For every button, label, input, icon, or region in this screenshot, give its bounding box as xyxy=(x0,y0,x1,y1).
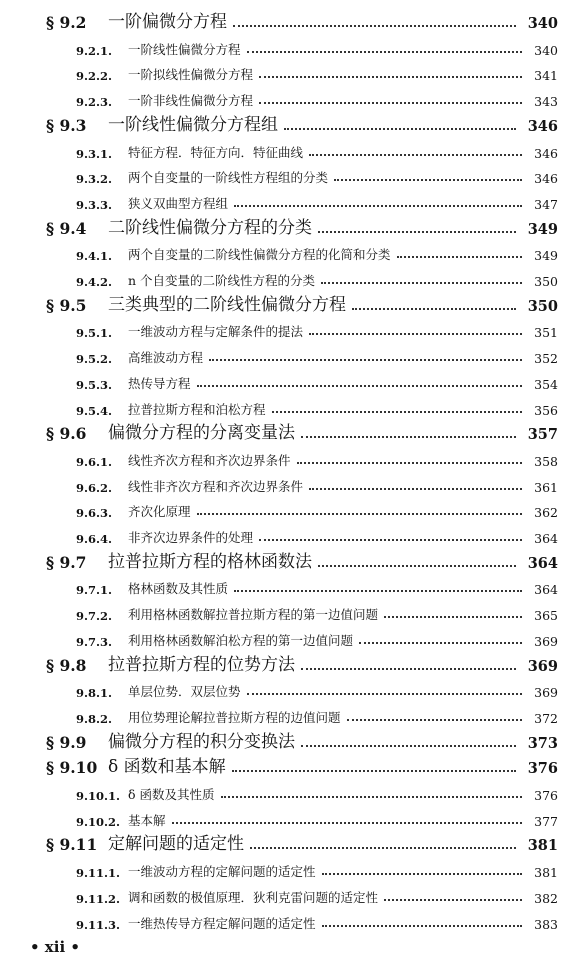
toc-entry-number: 9.10.2. xyxy=(76,814,121,829)
toc-entry-page: 381 xyxy=(527,837,558,855)
toc-entry-title: 线性齐次方程和齐次边界条件 xyxy=(128,452,291,468)
toc-entry-title: 齐次化原理 xyxy=(128,504,191,520)
dot-leader xyxy=(301,668,516,670)
toc-entry-page: 346 xyxy=(527,117,558,135)
dot-leader xyxy=(172,822,522,824)
toc-entry-page: 357 xyxy=(527,426,558,444)
toc-entry-number: 9.8.2. xyxy=(76,711,113,726)
toc-entry-title: 线性非齐次方程和齐次边界条件 xyxy=(128,478,304,494)
dot-leader xyxy=(234,590,522,592)
toc-entry-page: 369 xyxy=(527,657,558,675)
toc-entry-number: § 9.3 xyxy=(46,115,87,135)
dot-leader xyxy=(321,282,522,284)
toc-subsection[interactable] xyxy=(76,496,558,520)
toc-entry-page: 347 xyxy=(534,196,558,212)
toc-subsection[interactable] xyxy=(76,676,558,700)
toc-subsection[interactable] xyxy=(76,85,558,109)
dot-leader xyxy=(232,770,516,772)
toc-entry-title: 一阶线性偏微分方程 xyxy=(128,41,241,57)
toc-entry-page: 369 xyxy=(534,633,558,649)
toc-entry-page: 350 xyxy=(527,297,558,315)
toc-entry-number: 9.4.2. xyxy=(76,275,113,289)
toc-section[interactable] xyxy=(46,419,558,443)
toc-entry-title: 一阶线性偏微分方程组 xyxy=(108,114,278,135)
dot-leader xyxy=(309,154,522,156)
toc-entry-title: 利用格林函数解泊松方程的第一边值问题 xyxy=(128,632,354,648)
toc-entry-title: 基本解 xyxy=(128,812,166,828)
dot-leader xyxy=(397,256,522,258)
dot-leader xyxy=(334,179,522,181)
toc-subsection[interactable] xyxy=(76,471,558,495)
toc-entry-number: 9.5.2. xyxy=(76,352,113,367)
dot-leader xyxy=(233,25,516,27)
dot-leader xyxy=(318,565,516,567)
toc-entry-page: 382 xyxy=(534,890,558,906)
dot-leader xyxy=(250,847,516,849)
toc-entry-page: 383 xyxy=(534,916,558,932)
toc-entry-number: § 9.5 xyxy=(46,295,87,315)
toc-entry-title: 一维波动方程与定解条件的提法 xyxy=(128,324,304,340)
toc-entry-title: 高维波动方程 xyxy=(128,350,204,366)
toc-entry-page: 364 xyxy=(527,554,558,572)
toc-entry-number: 9.11.2. xyxy=(76,891,121,906)
toc-subsection[interactable] xyxy=(76,599,558,623)
dot-leader xyxy=(197,385,522,387)
dot-leader xyxy=(301,436,516,438)
toc-subsection[interactable] xyxy=(76,188,558,212)
toc-entry-page: 341 xyxy=(534,68,558,84)
toc-entry-page: 376 xyxy=(527,760,558,778)
toc-entry-title: 二阶线性偏微分方程的分类 xyxy=(108,217,312,238)
toc-subsection[interactable] xyxy=(76,137,558,161)
toc-entry-title: 拉普拉斯方程的格林函数法 xyxy=(108,551,312,572)
toc-subsection[interactable] xyxy=(76,702,558,726)
toc-subsection[interactable] xyxy=(76,625,558,649)
toc-entry-title: 特征方程．特征方向．特征曲线 xyxy=(128,144,304,160)
toc-entry-number: 9.11.3. xyxy=(76,917,121,932)
toc-entry-page: 343 xyxy=(534,94,558,110)
toc-section[interactable] xyxy=(46,8,558,32)
dot-leader xyxy=(297,462,522,464)
toc-entry-number: 9.3.1. xyxy=(76,146,113,161)
toc-subsection[interactable] xyxy=(76,882,558,906)
dot-leader xyxy=(259,76,522,78)
dot-leader xyxy=(309,488,522,490)
toc-entry-number: 9.6.3. xyxy=(76,506,113,521)
toc-entry-title: n 个自变量的二阶线性方程的分类 xyxy=(128,273,316,288)
toc-entry-page: 369 xyxy=(534,685,558,701)
toc-section[interactable] xyxy=(46,214,558,238)
toc-entry-number: 9.7.2. xyxy=(76,609,113,624)
toc-entry-page: 376 xyxy=(534,788,558,803)
toc-entry-number: 9.5.1. xyxy=(76,326,113,341)
dot-leader xyxy=(384,616,522,618)
dot-leader xyxy=(234,205,522,207)
toc-section[interactable] xyxy=(46,830,558,854)
toc-subsection[interactable] xyxy=(76,856,558,880)
toc-entry-number: § 9.11 xyxy=(46,835,98,855)
toc-subsection[interactable] xyxy=(76,908,558,932)
toc-subsection[interactable] xyxy=(76,573,558,597)
toc-entry-page: 349 xyxy=(534,248,558,264)
dot-leader xyxy=(259,102,522,104)
toc-section[interactable] xyxy=(46,728,558,752)
toc-entry-number: 9.10.1. xyxy=(76,789,121,803)
toc-entry-title: δ 函数及其性质 xyxy=(128,787,215,802)
toc-entry-page: 352 xyxy=(534,351,558,367)
toc-entry-title: δ 函数和基本解 xyxy=(108,757,226,778)
toc-entry-page: 346 xyxy=(534,171,558,187)
toc-subsection[interactable] xyxy=(76,368,558,392)
toc-entry-title: 定解问题的适定性 xyxy=(108,834,244,855)
toc-subsection[interactable] xyxy=(76,805,558,829)
dot-leader xyxy=(318,231,516,233)
toc-subsection[interactable] xyxy=(76,34,558,58)
toc-section[interactable] xyxy=(46,651,558,675)
toc-entry-number: 9.5.3. xyxy=(76,377,113,392)
toc-entry-page: 350 xyxy=(534,274,558,289)
dot-leader xyxy=(221,796,523,798)
toc-entry-page: 349 xyxy=(527,220,558,238)
dot-leader xyxy=(309,333,522,335)
toc-entry-number: 9.7.3. xyxy=(76,634,113,649)
toc-subsection[interactable] xyxy=(76,779,558,803)
toc-entry-number: § 9.6 xyxy=(46,424,87,444)
toc-subsection[interactable] xyxy=(76,316,558,340)
dot-leader xyxy=(272,411,522,413)
toc-entry-number: 9.6.2. xyxy=(76,480,113,495)
toc-entry-title: 一阶非线性偏微分方程 xyxy=(128,93,254,109)
toc-entry-page: 365 xyxy=(534,608,558,624)
dot-leader xyxy=(384,899,522,901)
toc-subsection[interactable] xyxy=(76,445,558,469)
toc-entry-number: 9.6.1. xyxy=(76,454,113,469)
toc-entry-title: 拉普拉斯方程的位势方法 xyxy=(108,654,295,675)
toc-subsection[interactable] xyxy=(76,342,558,366)
dot-leader xyxy=(322,873,522,875)
toc-subsection[interactable] xyxy=(76,59,558,83)
toc-entry-title: 偏微分方程的分离变量法 xyxy=(108,423,295,444)
toc-entry-number: 9.2.3. xyxy=(76,95,113,110)
toc-entry-title: 三类典型的二阶线性偏微分方程 xyxy=(108,294,346,315)
toc-entry-page: 361 xyxy=(534,479,558,495)
dot-leader xyxy=(284,128,516,130)
toc-entry-title: 偏微分方程的积分变换法 xyxy=(108,731,295,752)
toc-entry-number: 9.5.4. xyxy=(76,403,113,418)
toc-entry-title: 格林函数及其性质 xyxy=(128,581,229,597)
toc-entry-title: 调和函数的极值原理．狄利克雷问题的适定性 xyxy=(128,889,379,905)
toc-entry-page: 356 xyxy=(534,402,558,418)
toc-entry-number: § 9.9 xyxy=(46,732,87,752)
toc-entry-number: 9.7.1. xyxy=(76,583,113,598)
toc-entry-number: § 9.2 xyxy=(46,13,87,32)
toc-entry-number: § 9.4 xyxy=(46,218,87,238)
toc-entry-page: 354 xyxy=(534,376,558,392)
toc-entry-number: § 9.10 xyxy=(46,758,98,778)
toc-entry-title: 热传导方程 xyxy=(128,375,191,391)
toc-subsection[interactable] xyxy=(76,239,558,263)
toc-section[interactable] xyxy=(46,291,558,315)
toc-entry-number: 9.3.2. xyxy=(76,172,113,187)
toc-entry-title: 狭义双曲型方程组 xyxy=(128,195,229,211)
toc-entry-page: 373 xyxy=(527,734,558,752)
toc-entry-page: 381 xyxy=(534,865,558,881)
toc-entry-number: § 9.7 xyxy=(46,552,87,572)
toc-entry-page: 340 xyxy=(534,42,558,58)
toc-entry-title: 非齐次边界条件的处理 xyxy=(128,530,254,545)
toc-entry-title: 拉普拉斯方程和泊松方程 xyxy=(128,401,266,417)
toc-entry-title: 两个自变量的一阶线性方程组的分类 xyxy=(128,170,329,186)
dot-leader xyxy=(359,642,522,644)
toc-entry-page: 377 xyxy=(534,813,558,829)
toc-entry-number: 9.11.1. xyxy=(76,866,121,881)
dot-leader xyxy=(247,51,522,53)
toc-entry-title: 利用格林函数解拉普拉斯方程的第一边值问题 xyxy=(128,607,379,623)
toc-entry-page: 351 xyxy=(534,325,558,341)
toc-subsection[interactable] xyxy=(76,265,558,289)
toc-entry-title: 一维波动方程的定解问题的适定性 xyxy=(128,864,316,880)
toc-subsection[interactable] xyxy=(76,522,558,546)
toc-entry-page: 364 xyxy=(534,582,558,598)
toc-entry-page: 358 xyxy=(534,453,558,469)
dot-leader xyxy=(197,513,522,515)
toc-entry-title: 一维热传导方程定解问题的适定性 xyxy=(128,915,316,931)
toc-entry-title: 用位势理论解拉普拉斯方程的边值问题 xyxy=(128,709,341,725)
toc-entry-number: 9.2.1. xyxy=(76,43,113,58)
toc-entry-title: 单层位势．双层位势 xyxy=(128,684,241,700)
toc-entry-number: 9.2.2. xyxy=(76,69,113,84)
dot-leader xyxy=(347,719,522,721)
toc-section[interactable] xyxy=(46,111,558,135)
dot-leader xyxy=(352,308,516,310)
toc-subsection[interactable] xyxy=(76,162,558,186)
toc-section[interactable] xyxy=(46,548,558,572)
toc-entry-page: 364 xyxy=(534,531,558,546)
toc-entry-title: 一阶偏微分方程 xyxy=(108,12,227,32)
dot-leader xyxy=(301,745,516,747)
toc-entry-page: 372 xyxy=(534,710,558,726)
dot-leader xyxy=(247,693,522,695)
toc-entry-number: 9.3.3. xyxy=(76,197,113,212)
toc-section[interactable] xyxy=(46,753,558,777)
toc-entry-number: § 9.8 xyxy=(46,655,87,675)
dot-leader xyxy=(209,359,522,361)
toc-entry-title: 两个自变量的二阶线性偏微分方程的化简和分类 xyxy=(128,247,391,263)
toc-entry-page: 362 xyxy=(534,505,558,521)
page-number-footer: • xii • xyxy=(30,938,80,956)
toc-entry-number: 9.4.1. xyxy=(76,249,113,264)
toc-entry-title: 一阶拟线性偏微分方程 xyxy=(128,67,254,83)
toc-entry-number: 9.6.4. xyxy=(76,532,113,546)
toc-subsection[interactable] xyxy=(76,394,558,418)
dot-leader xyxy=(259,539,522,541)
toc-entry-page: 346 xyxy=(534,145,558,161)
toc-entry-number: 9.8.1. xyxy=(76,686,113,701)
toc-entry-page: 340 xyxy=(527,15,558,32)
dot-leader xyxy=(322,925,522,927)
